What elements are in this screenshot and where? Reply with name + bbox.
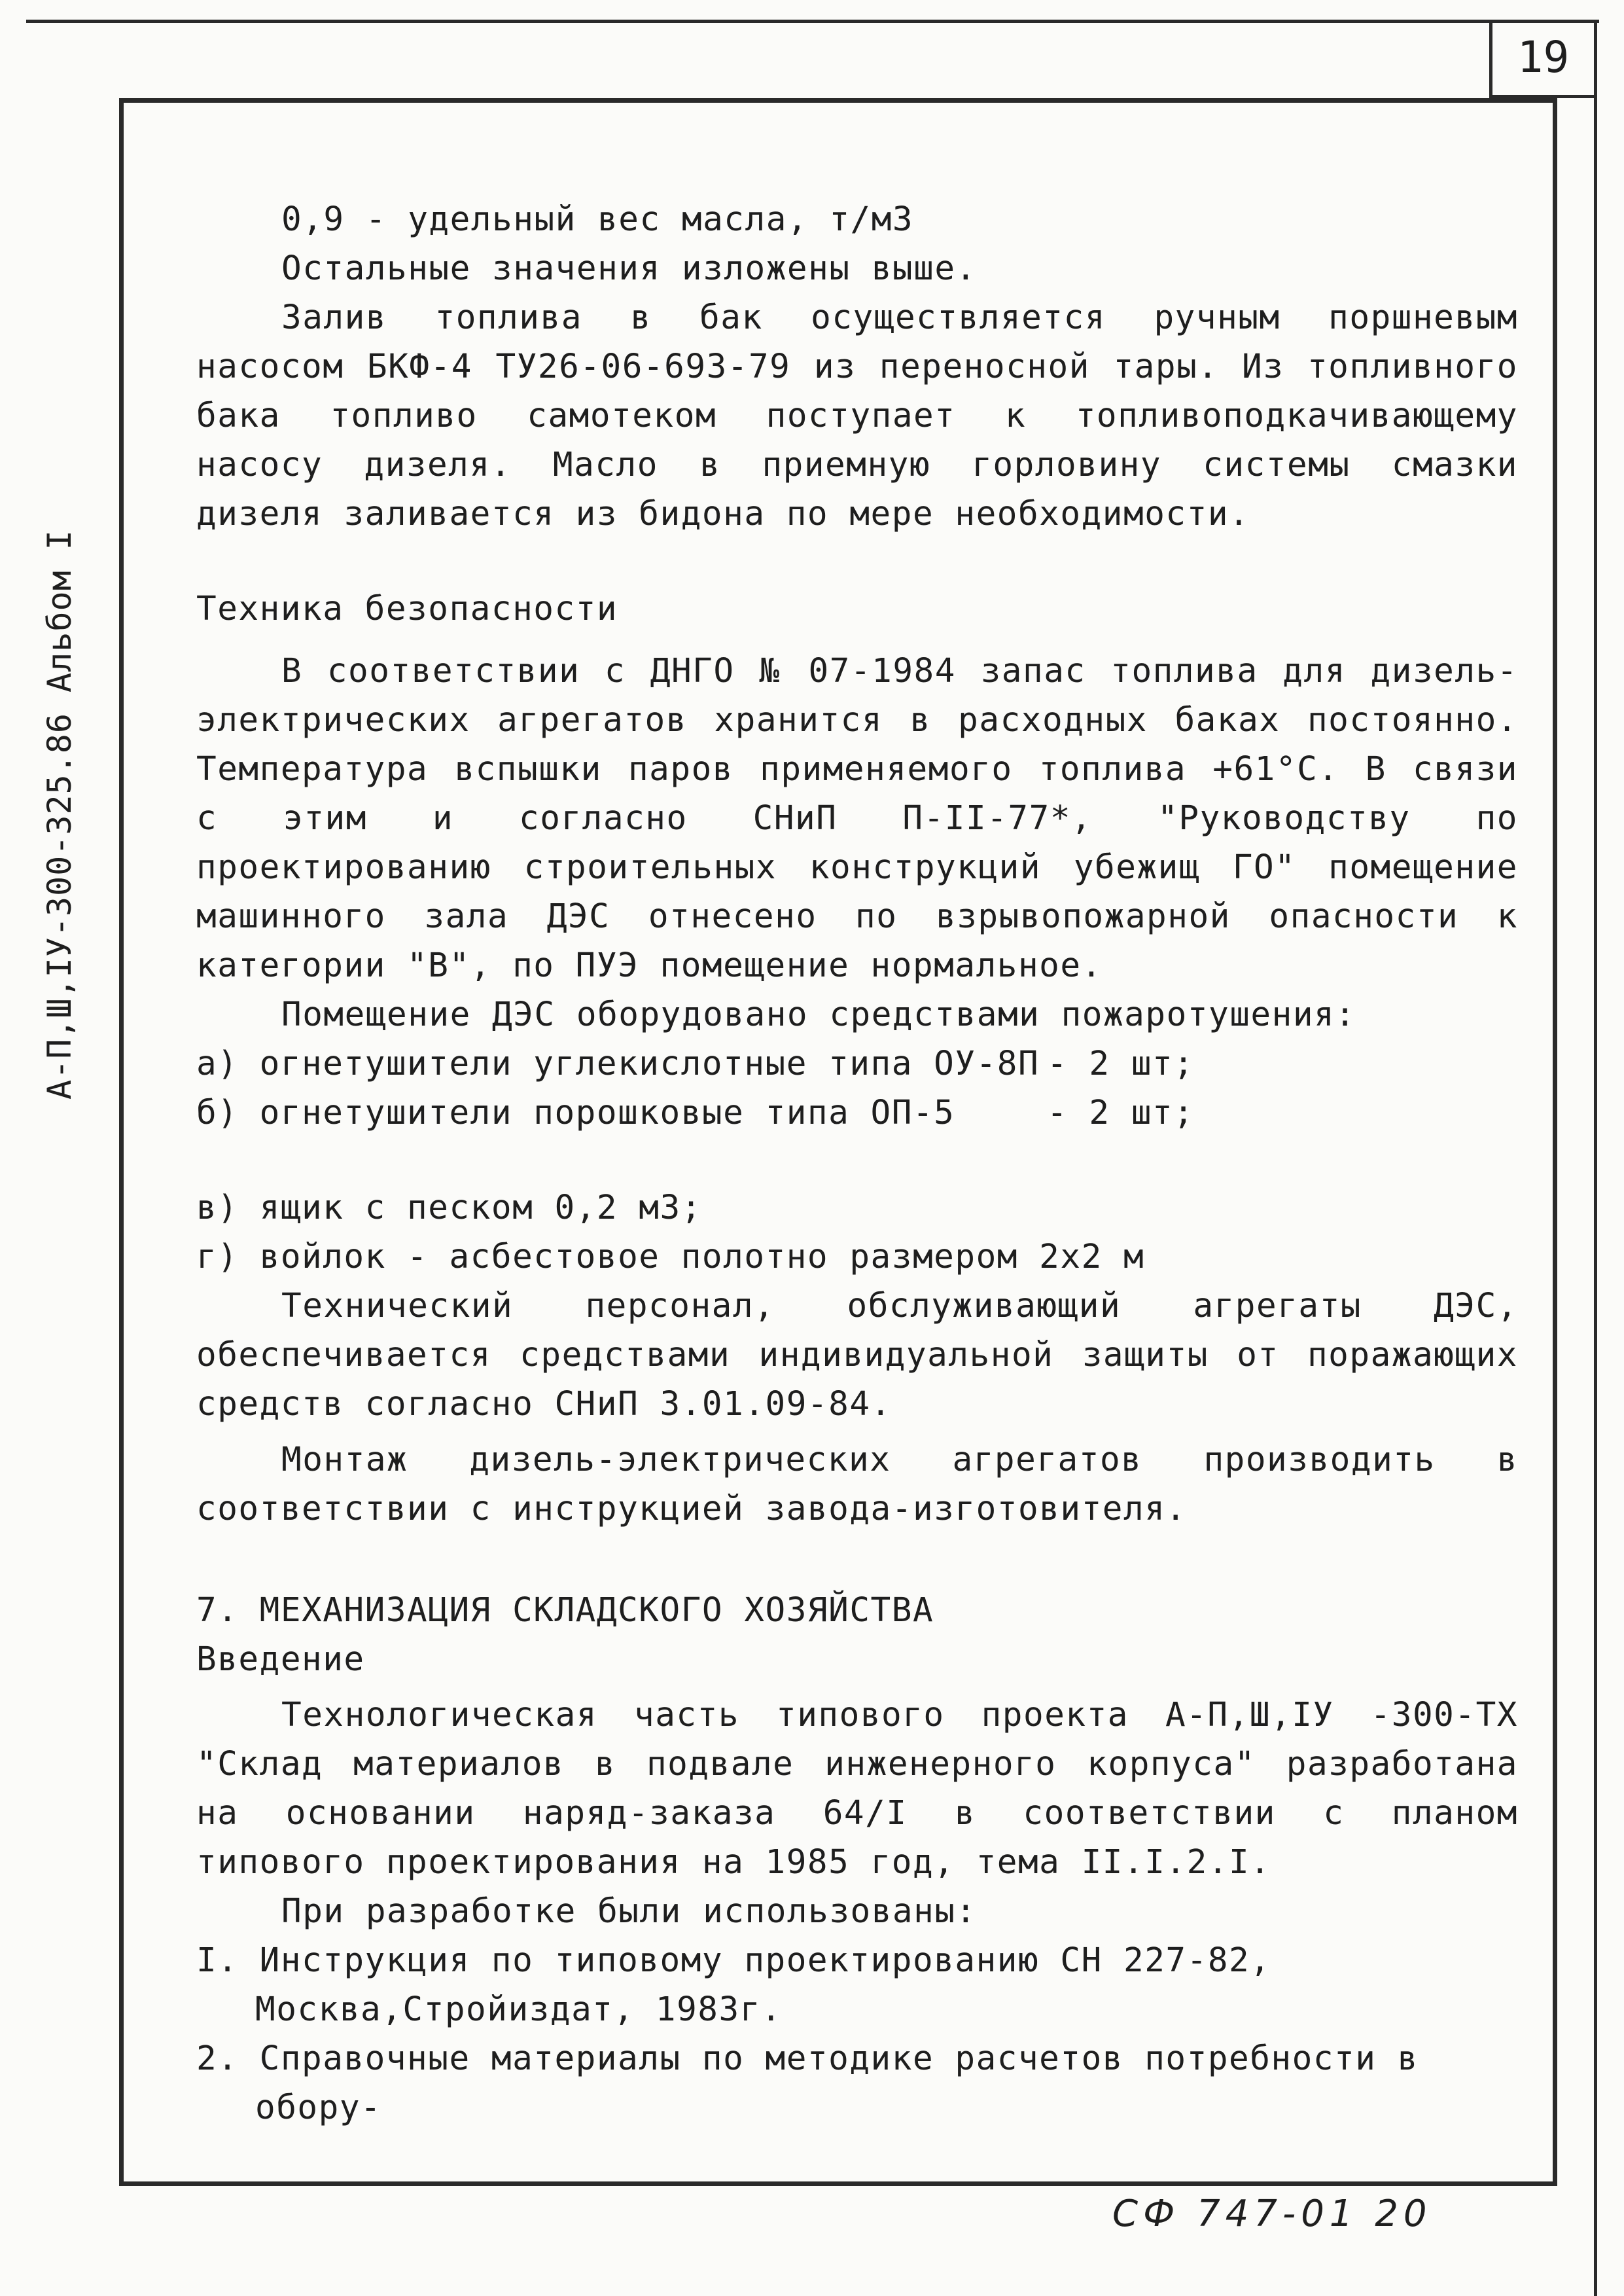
page-number: 19 [1517, 32, 1570, 82]
paragraph: Монтаж дизель-электрических агрегатов производить в соответствии с инструкцией завода-изготовителя. [196, 1441, 1518, 1528]
list-item-qty: - 2 шт; [1047, 1045, 1195, 1083]
list-item: в) ящик с песком 0,2 м3; [196, 1189, 702, 1227]
list-item: I. Инструкция по типовому проектированию СН 227-82, Москва,Стройиздат, 1983г. [196, 1941, 1271, 2029]
section-subheading: Введение [196, 1640, 365, 1679]
paragraph: Залив топлива в бак осуществляется ручным поршневым насосом БКФ-4 ТУ26-06-693-79 из переносной тары. Из топливного бака топливо самотеком поступает к топливоподкачивающему насосу дизеля. Масло в приемную горловину системы смазки дизеля заливается из бидона по мере необходимости. [196, 298, 1518, 533]
side-album-code: А-П,Ш,IУ-300-325.86 Альбом I [41, 529, 79, 1100]
page-number-box [1489, 20, 1594, 98]
top-rule [26, 20, 1599, 23]
text-line: Остальные значения изложены выше. [281, 249, 977, 288]
text-line: 0,9 - удельный вес масла, т/м3 [281, 200, 914, 239]
paragraph: В соответствии с ДНГО № 07-1984 запас топлива для дизель-электрических агрегатов хранится в расходных баках постоянно. Температура вспышки паров применяемого топлива +61°С. В связи с этим и согласно СНиП П-II-77*, "Руководству по проектированию строительных конструкций убежищ ГО" помещение машинного зала ДЭС отнесено по взрывопожарной опасности к категории "В", по ПУЭ помещение нормальное. [196, 652, 1518, 985]
list-item-label: б) огнетушители порошковые типа ОП-5 [196, 1094, 955, 1132]
list-item [196, 1088, 1518, 1138]
list-item [196, 1039, 1518, 1088]
section-heading: Техника безопасности [196, 590, 618, 628]
section-heading: 7. МЕХАНИЗАЦИЯ СКЛАДСКОГО ХОЗЯЙСТВА [196, 1591, 934, 1630]
right-rule [1594, 20, 1597, 2296]
paragraph: Помещение ДЭС оборудовано средствами пожаротушения: [281, 996, 1356, 1034]
handwritten-stamp: СФ 747-01 20 [1112, 2193, 1432, 2235]
document-body [196, 195, 1518, 2132]
list-item: 2. Справочные материалы по методике расчетов потребности в обору- [196, 2039, 1419, 2127]
paragraph: При разработке были использованы: [281, 1892, 977, 1931]
paragraph: Технический персонал, обслуживающий агрегаты ДЭС, обеспечивается средствами индивидуальной защиты от поражающих средств согласно СНиП 3.01.09-84. [196, 1287, 1518, 1424]
list-item: г) войлок - асбестовое полотно размером 2х2 м [196, 1238, 1145, 1276]
list-item-qty: - 2 шт; [1047, 1094, 1195, 1132]
paragraph: Технологическая часть типового проекта А-П,Ш,IУ -300-ТХ "Склад материалов в подвале инженерного корпуса" разработана на основании наряд-заказа 64/I в соответствии с планом типового проектирования на 1985 год, тема II.I.2.I. [196, 1696, 1518, 1882]
list-item-label: а) огнетушители углекислотные типа ОУ-8П [196, 1045, 1040, 1083]
